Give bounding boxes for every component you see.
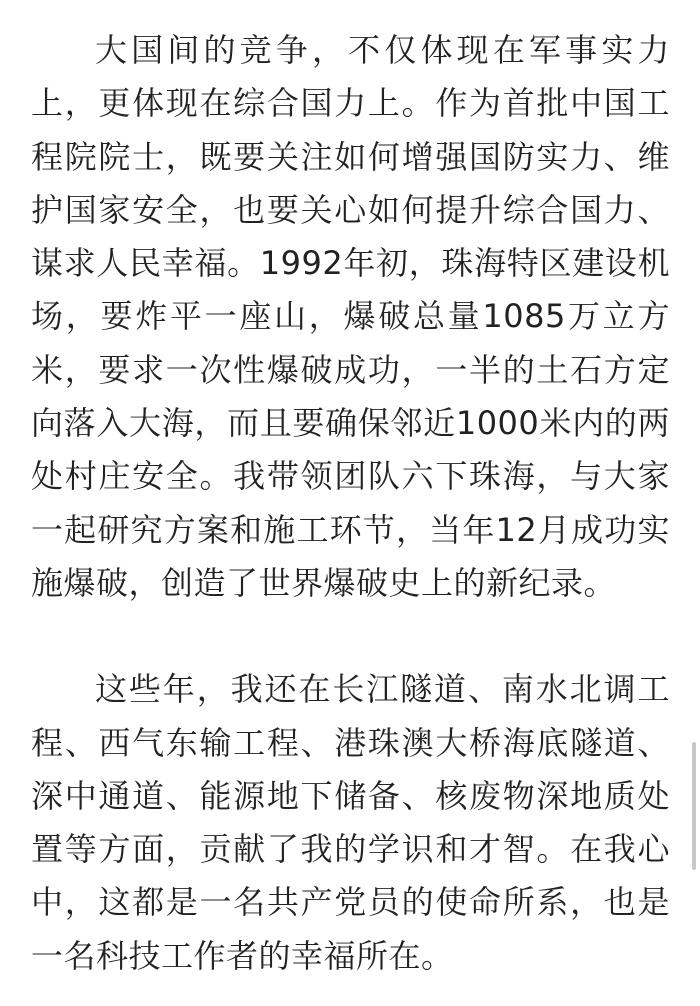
paragraph-1: 大国间的竞争，不仅体现在军事实力上，更体现在综合国力上。作为首批中国工程院院士，既要关注如何增强国防实力、维护国家安全，也要关心如何提升综合国力、谋求人民幸福。1992年初，珠海特区建设机场，要炸平一座山，爆破总量1085万立方米，要求一次性爆破成功，一半的土石方定向落入大海，而且要确保邻近1000米内的两处村庄安全。我带领团队六下珠海，与大家一起研究方案和施工环节，当年12月成功实施爆破，创造了世界爆破史上的新纪录。	[31, 31, 670, 602]
paragraph-2: 这些年，我还在长江隧道、南水北调工程、西气东输工程、港珠澳大桥海底隧道、深中通道、能源地下储备、核废物深地质处置等方面，贡献了我的学识和才智。在我心中，这都是一名共产党员的使命所系，也是一名科技工作者的幸福所在。	[31, 670, 670, 975]
scrollbar-thumb[interactable]	[692, 742, 696, 870]
